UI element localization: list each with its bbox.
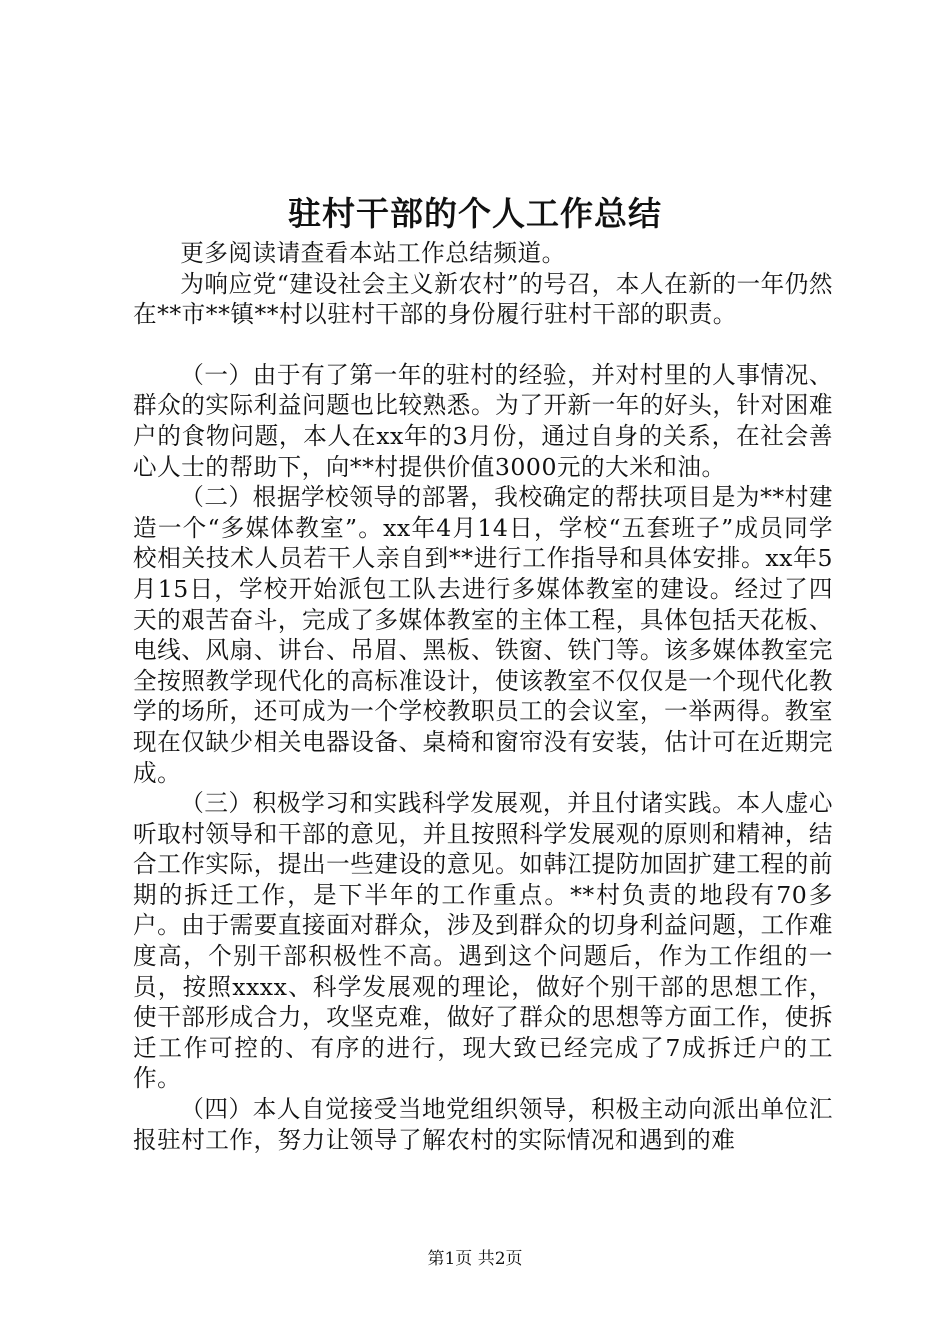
document-title: 驻村干部的个人工作总结 (288, 194, 662, 233)
document-body (133, 238, 833, 1155)
paragraph-section-3: （三）积极学习和实践科学发展观，并且付诸实践。本人虚心听取村领导和干部的意见，并且按照科学发展观的原则和精神，结合工作实际，提出一些建设的意见。如韩江提防加固扩建工程的前期的拆迁工作，是下半年的工作重点。**村负责的地段有70多户。由于需要直接面对群众，涉及到群众的切身利益问题，工作难度高，个别干部积极性不高。遇到这个问题后，作为工作组的一员，按照xxxx、科学发展观的理论，做好个别干部的思想工作，使干部形成合力，攻坚克难，做好了群众的思想等方面工作，使拆迁工作可控的、有序的进行，现大致已经完成了7成拆迁户的工作。 (133, 789, 833, 1093)
page-number-footer: 第1页 共2页 (427, 1249, 523, 1269)
paragraph-section-2: （二）根据学校领导的部署，我校确定的帮扶项目是为**村建造一个“多媒体教室”。xx年4月14日，学校“五套班子”成员同学校相关技术人员若干人亲自到**进行工作指导和具体安排。xx年5月15日，学校开始派包工队去进行多媒体教室的建设。经过了四天的艰苦奋斗，完成了多媒体教室的主体工程，具体包括天花板、电线、风扇、讲台、吊眉、黑板、铁窗、铁门等。该多媒体教室完全按照教学现代化的高标准设计，使该教室不仅仅是一个现代化教学的场所，还可成为一个学校教职员工的会议室，一举两得。教室现在仅缺少相关电器设备、桌椅和窗帘没有安装，估计可在近期完成。 (133, 483, 833, 787)
paragraph-section-1: （一）由于有了第一年的驻村的经验，并对村里的人事情况、群众的实际利益问题也比较熟悉。为了开新一年的好头，针对困难户的食物问题，本人在xx年的3月份，通过自身的关系，在社会善心人士的帮助下，向**村提供价值3000元的大米和油。 (133, 360, 833, 481)
paragraph-opening: 为响应党“建设社会主义新农村”的号召，本人在新的一年仍然在**市**镇**村以驻村干部的身份履行驻村干部的职责。 (133, 269, 833, 329)
paragraph-intro-link: 更多阅读请查看本站工作总结频道。 (180, 239, 566, 267)
paragraph-section-4: （四）本人自觉接受当地党组织领导，积极主动向派出单位汇报驻村工作，努力让领导了解农村的实际情况和遇到的难 (133, 1095, 833, 1154)
